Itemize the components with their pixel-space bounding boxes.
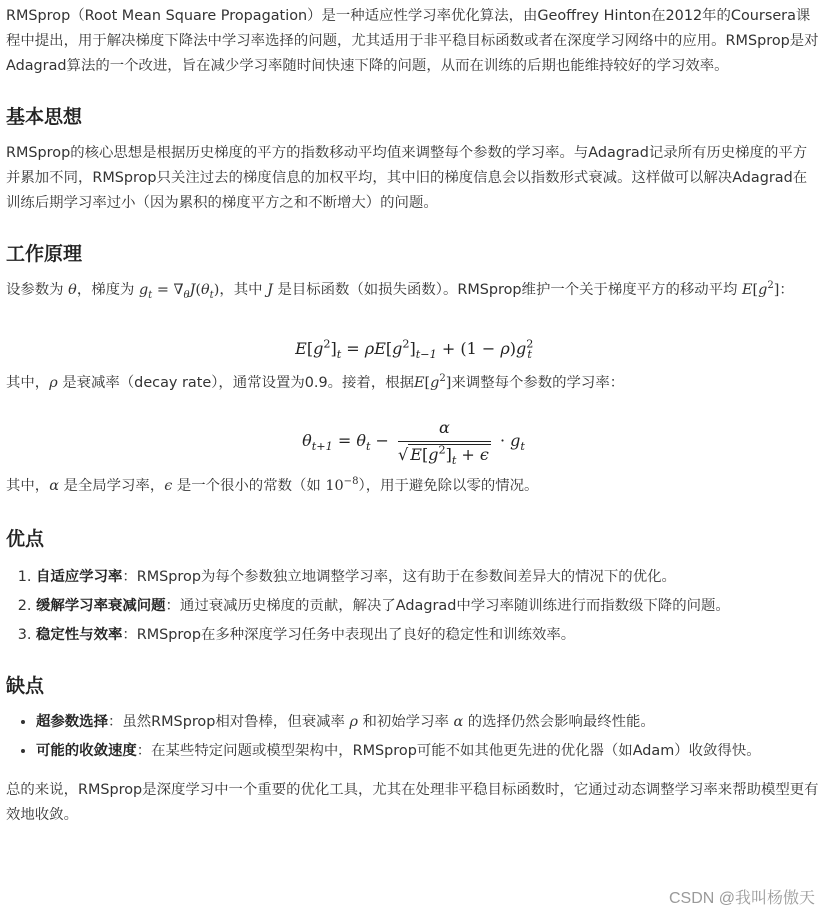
equation-update-rule: $\theta_{t+1} = \theta_t$ − $\frac{\alpha}{√ E[g^2]_t + \epsilon}$ · $g_t$ (302, 418, 525, 468)
equation-moving-average: $E[g^2]_t = \rho E[g^2]_{t-1} + (1 - \rho)g^2_t$ (295, 337, 534, 362)
article (6, 4, 821, 828)
summary-paragraph: 总的来说，RMSprop是深度学习中一个重要的优化工具，尤其在处理非平稳目标函数时，它通过动态调整学习率来帮助模型更有效地收敛。 (6, 782, 819, 823)
heading-working-principle: 工作原理 (6, 243, 83, 265)
cons-list (6, 710, 821, 764)
principle-paragraph-2: 其中，ρ 是衰减率（decay rate），通常设置为0.9。接着，根据$E[g^2]$来调整每个参数的学习率： (6, 373, 625, 391)
heading-pros: 优点 (6, 528, 45, 550)
pros-list (6, 563, 821, 650)
list-item: • 超参数选择：虽然RMSprop相对鲁棒，但衰减率 ρ 和初始学习率 α 的选择仍然会影响最终性能。 (36, 710, 821, 735)
heading-cons: 缺点 (6, 675, 45, 697)
heading-basic-idea: 基本思想 (6, 106, 83, 128)
list-item: • 可能的收敛速度：在某些特定问题或模型架构中，RMSprop可能不如其他更先进的优化器（如Adam）收敛得快。 (36, 739, 821, 764)
csdn-watermark: CSDN @我叫杨傲天 (668, 890, 815, 907)
basic-idea-paragraph: RMSprop的核心思想是根据历史梯度的平方的指数移动平均值来调整每个参数的学习率。与Adagrad记录所有历史梯度的平方并累加不同，RMSprop只关注过去的梯度信息的加权平均，其中旧的梯度信息会以指数形式衰减。这样做可以解决Adagrad在训练后期学习率过小（因为累积的梯度平方之和不断增大）的问题。 (6, 145, 808, 211)
list-item: 1. 自适应学习率：RMSprop为每个参数独立地调整学习率，这有助于在参数间差异大的情况下的优化。 (36, 563, 821, 592)
intro-paragraph: RMSprop（Root Mean Square Propagation）是一种适应性学习率优化算法，由Geoffrey Hinton在2012年的Coursera课程中提出，用于解决梯度下降法中学习率选择的问题，尤其适用于非平稳目标函数或者在深度学习网络中的应用。RMSprop是对Adagrad算法的一个改进，旨在减少学习率随时间快速下降的问题，从而在训练的后期也能维持较好的学习效率。 (6, 8, 819, 74)
principle-paragraph-1: 设参数为 θ，梯度为 $g_t = \nabla_\theta J(\theta_t)$，其中 J 是目标函数（如损失函数）。RMSprop维护一个关于梯度平方的移动平均 $E[g^2]$： (6, 280, 794, 301)
principle-paragraph-3: 其中，α 是全局学习率，ϵ 是一个很小的常数（如 $10^{-8}$），用于避免除以零的情况。 (6, 476, 539, 494)
list-item: 2. 缓解学习率衰减问题：通过衰减历史梯度的贡献，解决了Adagrad中学习率随训练进行而指数级下降的问题。 (36, 592, 821, 621)
list-item: 3. 稳定性与效率：RMSprop在多种深度学习任务中表现出了良好的稳定性和训练效率。 (36, 621, 821, 650)
